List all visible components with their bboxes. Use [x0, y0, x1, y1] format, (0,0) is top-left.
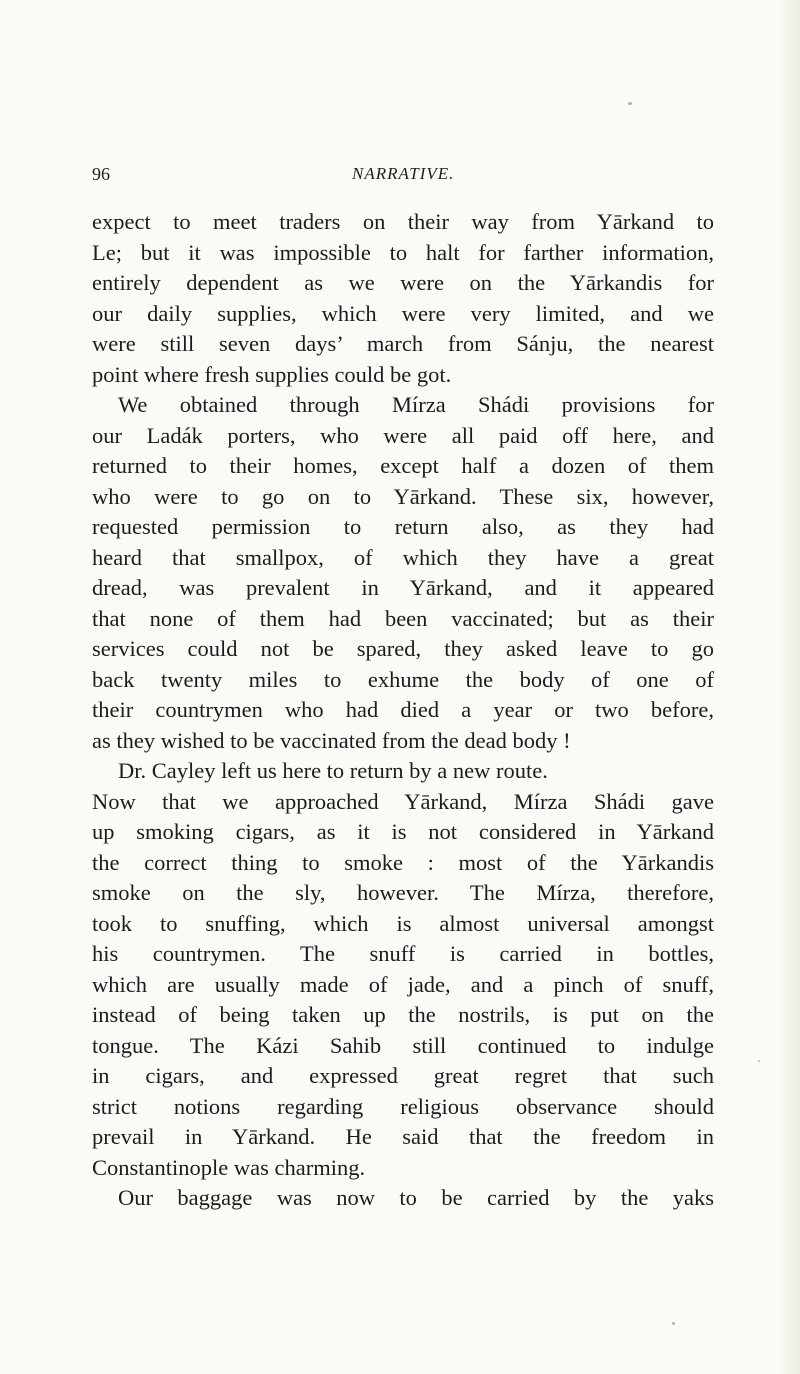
text-line: were still seven days’ march from Sánju, the nearest	[92, 331, 714, 356]
text-line: tongue. The Kázi Sahib still continued to indulge	[92, 1032, 714, 1058]
text-line: back twenty miles to exhume the body of one of	[92, 666, 714, 692]
text-line: that none of them had been vaccinated; but as their	[92, 605, 714, 631]
text-line: Constantinople was charming.	[92, 1154, 366, 1180]
text-line: his countrymen. The snuff is carried in bottles,	[92, 941, 714, 966]
text-line: We obtained through Mírza Shádi provisions for	[118, 392, 714, 417]
text-line: point where fresh supplies could be got.	[92, 361, 452, 387]
text-line: entirely dependent as we were on the Yārkandis for	[92, 270, 714, 295]
text-line: prevail in Yārkand. He said that the freedom in	[92, 1124, 714, 1149]
text-line: strict notions regarding religious observance should	[92, 1093, 714, 1119]
text-line: who were to go on to Yārkand. These six, however,	[92, 483, 714, 509]
text-line: smoke on the sly, however. The Mírza, therefore,	[92, 880, 714, 905]
text-line: up smoking cigars, as it is not considered in Yārkand	[92, 819, 714, 844]
text-line: took to snuffing, which is almost universal amongst	[92, 910, 714, 936]
text-line: Our baggage was now to be carried by the yaks	[118, 1185, 714, 1210]
text-line: Now that we approached Yārkand, Mírza Shádi gave	[92, 788, 714, 814]
page-edge-shadow	[778, 0, 800, 1374]
text-line: in cigars, and expressed great regret that such	[92, 1063, 714, 1088]
text-line: dread, was prevalent in Yārkand, and it appeared	[92, 575, 714, 600]
running-head	[92, 164, 712, 190]
paper-speck	[758, 1060, 760, 1062]
text-line: their countrymen who had died a year or two before,	[92, 697, 714, 722]
text-line: our daily supplies, which were very limited, and we	[92, 300, 714, 326]
text-line: expect to meet traders on their way from Yārkand to	[92, 209, 714, 234]
paper-speck	[672, 1322, 675, 1325]
paper-speck	[628, 102, 632, 105]
text-line: instead of being taken up the nostrils, is put on the	[92, 1002, 714, 1027]
text-line: Dr. Cayley left us here to return by a new route.	[118, 758, 548, 783]
text-line: returned to their homes, except half a dozen of them	[92, 453, 714, 478]
text-line: as they wished to be vaccinated from the dead body !	[92, 727, 571, 753]
text-line: requested permission to return also, as they had	[92, 514, 714, 539]
text-line: services could not be spared, they asked leave to go	[92, 636, 714, 661]
text-line: heard that smallpox, of which they have a great	[92, 544, 714, 570]
running-title: NARRATIVE.	[352, 164, 455, 183]
text-line: which are usually made of jade, and a pinch of snuff,	[92, 971, 714, 997]
text-line: Le; but it was impossible to halt for farther information,	[92, 239, 714, 265]
text-line: the correct thing to smoke : most of the Yārkandis	[92, 849, 714, 875]
page-number: 96	[92, 164, 110, 184]
body-text	[92, 207, 714, 1214]
text-line: our Ladák porters, who were all paid off here, and	[92, 422, 714, 448]
